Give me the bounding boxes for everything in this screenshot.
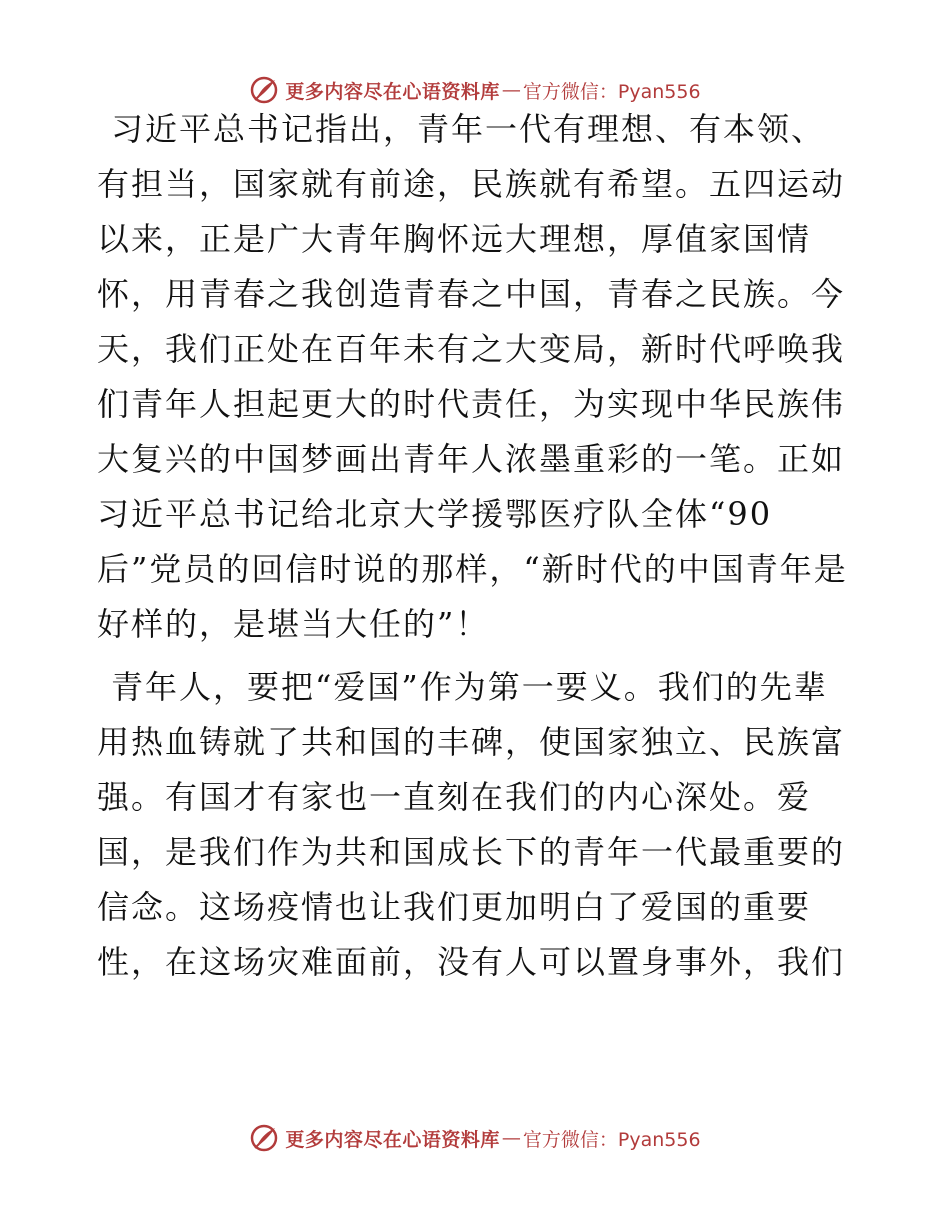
paragraph-1 — [97, 102, 857, 652]
feather-pen-logo-icon — [249, 1123, 279, 1153]
paragraph-1-text: 习近平总书记指出，青年一代有理想、有本领、有担当，国家就有前途，民族就有希望。五四运动以来，正是广大青年胸怀远大理想，厚值家国情怀，用青春之我创造青春之中国，青春之民族。今天，我们正处在百年未有之大变局，新时代呼唤我们青年人担起更大的时代责任，为实现中华民族伟大复兴的中国梦画出青年人浓墨重彩的一笔。正如习近平总书记给北京大学援鄂医疗队全体“90后”党员的回信时说的那样，“新时代的中国青年是好样的，是堪当大任的”！ — [97, 110, 848, 643]
document-body — [97, 102, 857, 990]
footer-banner-title: 更多内容尽在心语资料库 — [285, 1128, 500, 1151]
feather-pen-logo-icon — [249, 75, 279, 105]
header-banner-wechat: 官方微信：Pyan556 — [522, 80, 701, 103]
footer-banner-wechat: 官方微信：Pyan556 — [522, 1128, 701, 1151]
paragraph-2 — [97, 660, 857, 990]
header-banner-title: 更多内容尽在心语资料库 — [285, 80, 500, 103]
header-banner-separator: — — [501, 79, 521, 101]
footer-banner-separator: — — [501, 1127, 521, 1149]
footer-banner — [0, 1118, 950, 1158]
paragraph-2-text: 青年人，要把“爱国”作为第一要义。我们的先辈用热血铸就了共和国的丰碑，使国家独立、民族富强。有国才有家也一直刻在我们的内心深处。爱国，是我们作为共和国成长下的青年一代最重要的信念。这场疫情也让我们更加明白了爱国的重要性，在这场灾难面前，没有人可以置身事外，我们 — [97, 668, 846, 981]
